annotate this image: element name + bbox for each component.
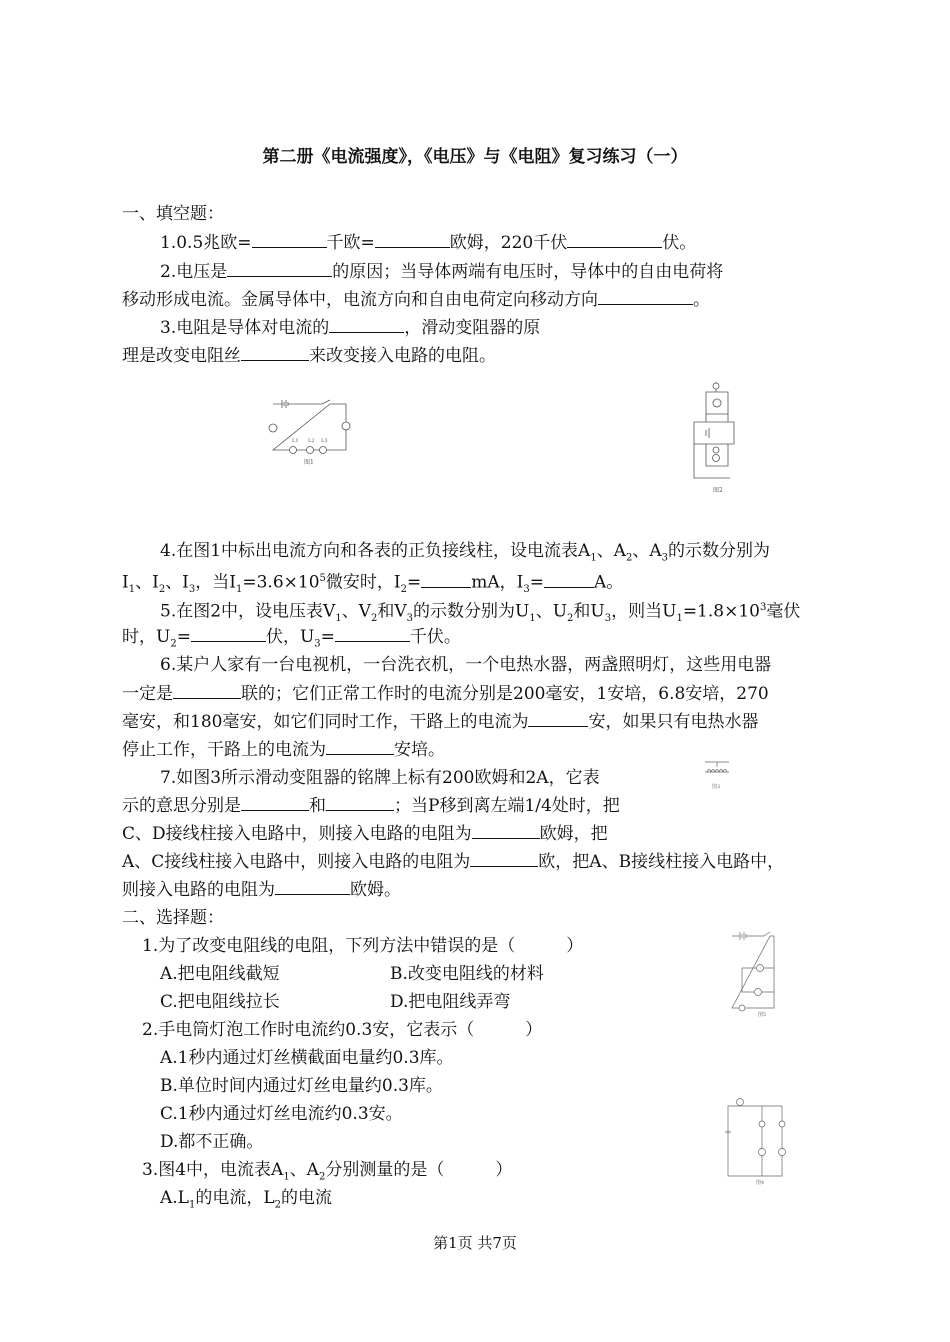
- question-5: 5.在图2中，设电压表$V_1$、$V_2$和$V_3$的示数分别为$U_1$、$U_2$和$U_3$，则当$U_1=1.8\times 10^3$毫伏: [160, 601, 801, 625]
- question-7-cont: 则接入电路的电阻为 欧姆。: [122, 880, 401, 900]
- question-6: 6.某户人家有一台电视机，一台洗衣机，一个电热水器，两盏照明灯，这些用电器: [160, 655, 772, 675]
- blank[interactable]: [598, 289, 693, 305]
- page-title: 第二册《电流强度》，《电压》与《电阻》复习练习（一）: [262, 147, 688, 167]
- blank[interactable]: [567, 232, 662, 248]
- figure-4-circuit: [722, 1094, 792, 1186]
- option-d[interactable]: D.都不正确。: [160, 1132, 264, 1152]
- blank[interactable]: [241, 795, 309, 811]
- question-7-cont: C、D接线柱接入电路中，则接入电路的电阻为 欧姆，把: [122, 824, 608, 844]
- choice-question-3: 3.图4中，电流表$A_1$、$A_2$分别测量的是（ ）: [142, 1160, 513, 1183]
- question-7-cont: 示的意思分别是 和 ；当P移到离左端1/4处时，把: [122, 796, 620, 816]
- question-4-cont: $I_1$、$I_2$、$I_3$，当$I_1=3.6\times 10^5$微安时，$I_2=$ mA，$I_3= A$。: [122, 572, 624, 596]
- question-7-cont: A、C接线柱接入电路中，则接入电路的电阻为 欧，把A、B接线柱接入电路中，: [122, 852, 785, 872]
- blank[interactable]: [528, 711, 588, 727]
- choice-question-2: 2.手电筒灯泡工作时电流约0.3安，它表示（ ）: [142, 1020, 543, 1040]
- question-6-cont: 停止工作，干路上的电流为 安培。: [122, 740, 445, 760]
- option-a[interactable]: A.1秒内通过灯丝横截面电量约0.3库。: [160, 1048, 454, 1068]
- question-7: 7.如图3所示滑动变阻器的铭牌上标有200欧姆和2A，它表: [160, 768, 600, 788]
- blank[interactable]: [470, 851, 538, 867]
- blank[interactable]: [227, 261, 332, 277]
- question-4: 4.在图1中标出电流方向和各表的正负接线柱，设电流表$A_1$、$A_2$、$A_3$的示数分别为: [160, 541, 770, 564]
- figure-3-caption: 图3: [712, 784, 721, 790]
- figure-2-circuit: [686, 378, 746, 498]
- option-b[interactable]: B.改变电阻线的材料: [390, 964, 544, 984]
- option-c[interactable]: C.把电阻线拉长: [160, 992, 280, 1012]
- question-3-cont: 理是改变电阻丝 来改变接入电路的电阻。: [122, 346, 496, 366]
- option-a[interactable]: $A.L_1$的电流，$L_2$的电流: [160, 1188, 333, 1211]
- figure-1-circuit: [268, 398, 358, 468]
- blank[interactable]: [375, 232, 450, 248]
- blank[interactable]: [275, 879, 350, 895]
- question-2-cont: 移动形成电流。金属导体中，电流方向和自由电荷定向移动方向 。: [122, 290, 710, 310]
- svg-text:L1: L1: [292, 438, 299, 444]
- blank[interactable]: [241, 345, 309, 361]
- blank[interactable]: [329, 317, 404, 333]
- question-3: 3.电阻是导体对电流的 ，滑动变阻器的原: [160, 318, 541, 338]
- figure-4-caption: 图4: [756, 1180, 765, 1186]
- option-b[interactable]: B.单位时间内通过灯丝电量约0.3库。: [160, 1076, 443, 1096]
- page-footer: 第1页 共7页: [433, 1234, 517, 1252]
- question-1: 1.0.5兆欧= 千欧= 欧姆，220千伏 伏。: [160, 233, 697, 253]
- figure-3-rheostat: [702, 758, 732, 792]
- option-d[interactable]: D.把电阻线弄弯: [390, 992, 511, 1012]
- svg-text:L2: L2: [308, 438, 315, 444]
- section-fill-blank: 一、填空题：: [122, 204, 224, 224]
- question-2: 2.电压是 的原因；当导体两端有电压时，导体中的自由电荷将: [160, 262, 724, 282]
- blank[interactable]: [252, 232, 327, 248]
- question-5-cont: 时，$U_2=$ 伏，$U_3=$ 千伏。: [122, 627, 461, 650]
- blank[interactable]: [326, 795, 394, 811]
- svg-text:L3: L3: [321, 438, 328, 444]
- figure-1-caption: 图1: [304, 459, 314, 466]
- figure-5-caption: 图5: [758, 1012, 767, 1018]
- blank[interactable]: [421, 572, 471, 588]
- section-multiple-choice: 二、选择题：: [122, 908, 224, 928]
- figure-5-circuit: [728, 928, 778, 1018]
- blank[interactable]: [335, 626, 410, 642]
- choice-question-1: 1.为了改变电阻线的电阻，下列方法中错误的是（ ）: [142, 936, 584, 956]
- blank[interactable]: [472, 823, 540, 839]
- blank[interactable]: [544, 572, 594, 588]
- blank[interactable]: [326, 739, 394, 755]
- blank[interactable]: [173, 683, 241, 699]
- blank[interactable]: [191, 626, 266, 642]
- option-a[interactable]: A.把电阻线截短: [160, 964, 280, 984]
- question-6-cont: 毫安，和180毫安，如它们同时工作，干路上的电流为 安，如果只有电热水器: [122, 712, 759, 732]
- question-6-cont: 一定是 联的；它们正常工作时的电流分别是200毫安，1安培，6.8安培，270: [122, 684, 769, 704]
- option-c[interactable]: C.1秒内通过灯丝电流约0.3安。: [160, 1104, 403, 1124]
- figure-2-caption: 图2: [713, 487, 723, 494]
